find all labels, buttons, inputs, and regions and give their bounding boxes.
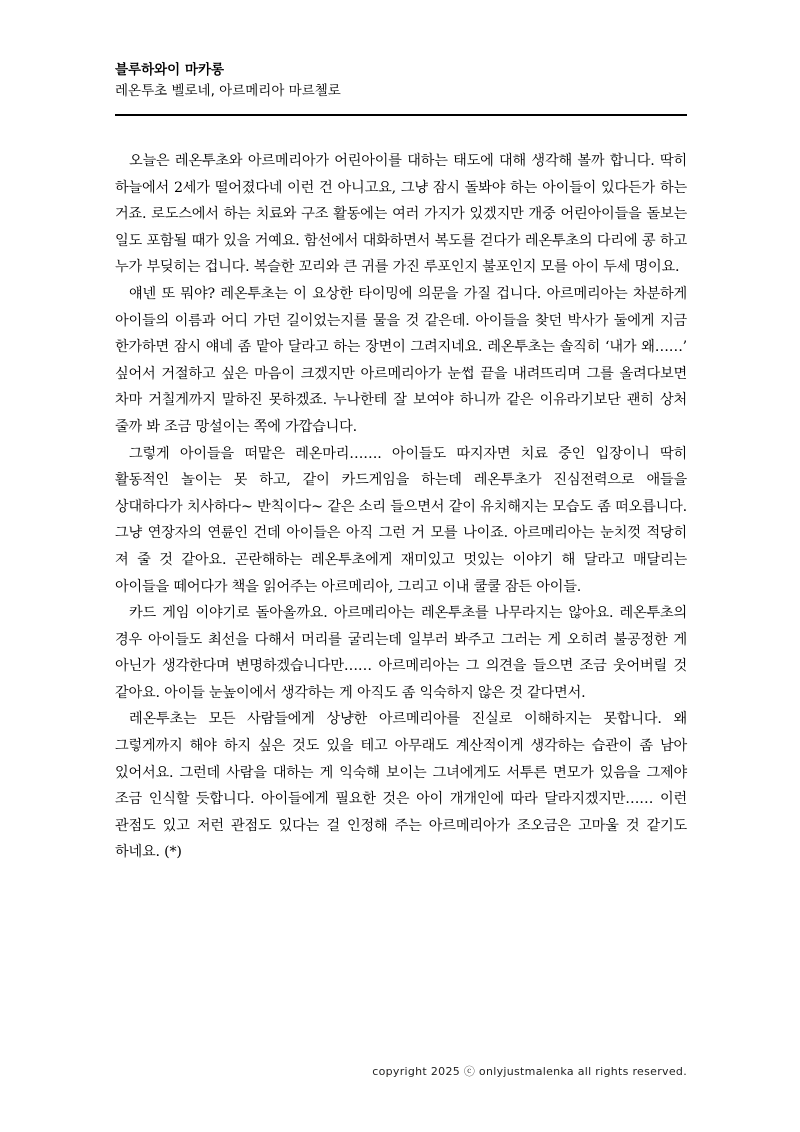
paragraph: 얘넨 또 뭐야? 레온투초는 이 요상한 타이밍에 의문을 가질 겁니다. 아르메리아는 차분하게 아이들의 이름과 어디 가던 길이었는지를 물을 것 같은데. 아이들을 찾던 박사가 둘에게 지금 한가하면 잠시 얘네 좀 맡아 달라고 하는 장면이 그려지네요. 레온투초는 솔직히 ‘내가 왜……’ 싶어서 거절하고 싶은 마음이 크겠지만 아르메리아가 눈썹 끝을 내려뜨리며 그를 올려다보면 차마 거칠게까지 말하진 못하겠죠. 누나한테 잘 보여야 하니까 같은 이유라기보단 괜히 상처 줄까 봐 조금 망설이는 쪽에 가깝습니다.	[115, 285, 687, 435]
document-title: 블루하와이 마카롱	[115, 62, 225, 78]
copyright-footer: copyright 2025 ⓒ onlyjustmalenka all rights reserved.	[372, 1065, 687, 1078]
paragraph: 그렇게 아이들을 떠맡은 레온마리……. 아이들도 따지자면 치료 중인 입장이니 딱히 활동적인 놀이는 못 하고, 같이 카드게임을 하는데 레온투초가 진심전력으로 애들을 상대하다가 치사하다~ 반칙이다~ 같은 소리 들으면서 같이 유치해지는 모습도 좀 떠오릅니다. 그냥 연장자의 연륜인 건데 아이들은 아직 그런 거 모를 나이죠. 아르메리아는 눈치껏 적당히 져 줄 것 같아요. 곤란해하는 레온투초에게 재미있고 멋있는 이야기 해 달라고 매달리는 아이들을 떼어다가 책을 읽어주는 아르메리아, 그리고 이내 쿨쿨 잠든 아이들.	[115, 445, 687, 595]
paragraph: 레온투초는 모든 사람들에게 상냥한 아르메리아를 진실로 이해하지는 못합니다. 왜 그렇게까지 해야 하지 싶은 것도 있을 테고 아무래도 계산적이게 생각하는 습관이 좀 남아 있어서요. 그런데 사람을 대하는 게 익숙해 보이는 그녀에게도 서투른 면모가 있음을 그제야 조금 인식할 듯합니다. 아이들에게 필요한 것은 아이 개개인에 따라 달라지겠지만…… 이런 관점도 있고 저런 관점도 있다는 걸 인정해 주는 아르메리아가 조오금은 고마울 것 같기도 하네요. (*)	[115, 711, 687, 861]
document-subtitle: 레온투초 벨로네, 아르메리아 마르첼로	[115, 83, 341, 99]
body-text	[115, 148, 687, 866]
header-divider	[115, 114, 687, 116]
paragraph: 오늘은 레온투초와 아르메리아가 어린아이를 대하는 태도에 대해 생각해 볼까 합니다. 딱히 하늘에서 2세가 떨어졌다네 이런 건 아니고요, 그냥 잠시 돌봐야 하는 아이들이 있다든가 하는 거죠. 로도스에서 하는 치료와 구조 활동에는 여러 가지가 있겠지만 개중 어린아이들을 돌보는 일도 포함될 때가 있을 거예요. 함선에서 대화하면서 복도를 걷다가 레온투초의 다리에 콩 하고 누가 부딪히는 겁니다. 복슬한 꼬리와 큰 귀를 가진 루포인지 불포인지 모를 아이 두세 명이요.	[115, 153, 687, 276]
paragraph: 카드 게임 이야기로 돌아올까요. 아르메리아는 레온투초를 나무라지는 않아요. 레온투초의 경우 아이들도 최선을 다해서 머리를 굴리는데 일부러 봐주고 그러는 게 오히려 불공정한 게 아닌가 생각한다며 변명하겠습니다만…… 아르메리아는 그 의견을 들으면 조금 웃어버릴 것 같아요. 아이들 눈높이에서 생각하는 게 아직도 좀 익숙하지 않은 것 같다면서.	[115, 605, 687, 701]
page-header	[115, 61, 687, 102]
